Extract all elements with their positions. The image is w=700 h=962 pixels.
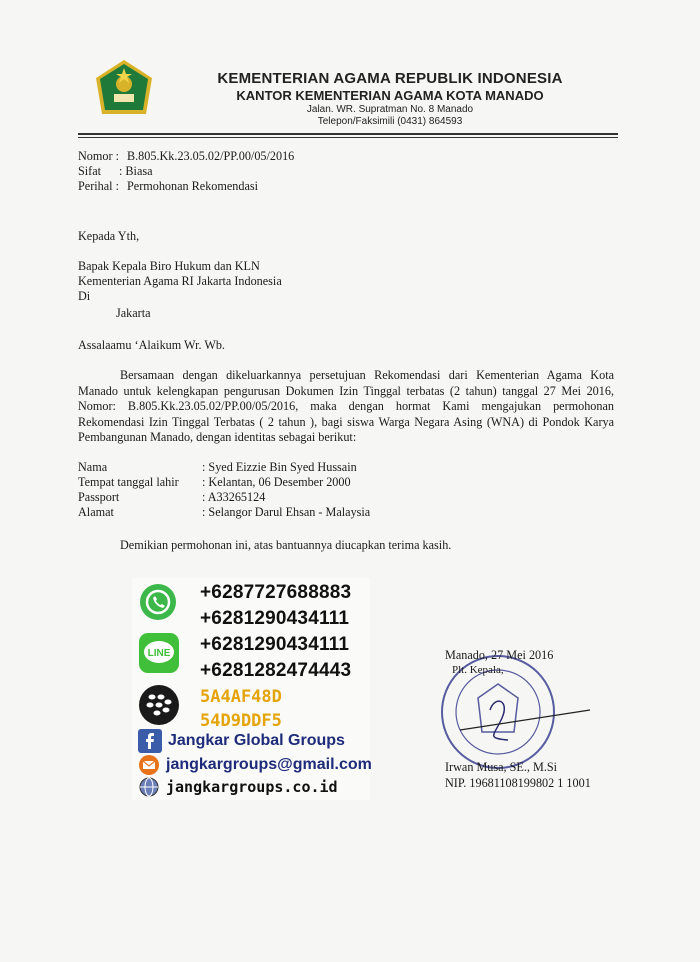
line-number-1[interactable]: +6281290434111 [200,634,350,655]
bbm-pin-row [200,684,282,710]
whatsapp-number-1[interactable]: +6287727688883 [200,582,352,603]
svg-text:LINE: LINE [147,648,171,659]
line-number-2[interactable]: +6281282474443 [200,660,352,681]
identity-label: Alamat [78,505,114,519]
identity-row [78,475,370,490]
ministry-name: KEMENTERIAN AGAMA REPUBLIK INDONESIA [217,70,563,87]
greeting: Assalaamu ‘Alaikum Wr. Wb. [78,338,225,352]
blackberry-icon [138,684,180,726]
bbm-pin-1[interactable]: 5A4AF48D [200,687,282,707]
whatsapp-row [138,580,178,624]
ministry-logo [90,58,158,118]
line-number-row [200,632,349,658]
line-number-row [200,658,351,684]
sifat-value: : Biasa [119,164,153,178]
globe-icon [138,776,160,798]
recipient-line2: Kementerian Agama RI Jakarta Indonesia [78,274,282,288]
whatsapp-number-2[interactable]: +6281290434111 [200,608,350,629]
header-divider-thin [78,137,618,138]
whatsapp-number-row [200,580,351,606]
perihal-value: Permohonan Rekomendasi [127,179,258,193]
website-url[interactable]: jangkargroups.co.id [166,778,338,796]
nomor-label: Nomor : [78,149,119,163]
perihal-label: Perihal : [78,179,119,193]
website-row [138,774,338,800]
facebook-row [138,728,345,754]
office-name: KANTOR KEMENTERIAN AGAMA KOTA MANADO [236,88,544,103]
identity-row [78,490,370,505]
bbm-row [138,682,180,728]
sifat-label: Sifat [78,164,102,178]
office-address: Jalan. WR. Supratman No. 8 Manado [306,104,474,115]
email-address[interactable]: jangkargroups@gmail.com [166,756,372,773]
line-row [138,630,180,676]
nomor-value: B.805.Kk.23.05.02/PP.00/05/2016 [127,149,295,163]
signature-place-date: Manado, 27 Mei 2016 [445,648,554,662]
office-phone: Telepon/Faksimili (0431) 864593 [317,116,463,127]
identity-label: Passport [78,490,120,504]
facebook-icon [138,729,162,753]
identity-row [78,505,370,520]
identity-table [78,460,370,520]
recipient-city: Jakarta [116,306,151,320]
facebook-page-name[interactable]: Jangkar Global Groups [168,732,345,749]
whatsapp-icon [138,582,178,622]
email-icon [138,754,160,776]
identity-label: Tempat tanggal lahir [78,475,179,489]
recipient-line1: Bapak Kepala Biro Hukum dan KLN [78,259,260,273]
line-icon [138,632,180,674]
signatory-nip: NIP. 19681108199802 1 1001 [445,776,591,790]
identity-value: : Kelantan, 06 Desember 2000 [202,475,351,489]
recipient-line3: Di [78,289,91,303]
identity-row [78,460,370,475]
bbm-pin-2[interactable]: 54D9DDF5 [200,711,282,731]
header-divider [78,133,618,135]
signature-title: Plt. Kepala, [452,664,504,676]
identity-value: : A33265124 [202,490,266,504]
identity-value: : Syed Eizzie Bin Syed Hussain [202,460,357,474]
whatsapp-number-row [200,606,349,632]
contact-advert [132,578,370,800]
letterhead [160,70,620,127]
signatory-name: Irwan Musa, SE., M.Si [445,760,558,774]
identity-label: Nama [78,460,108,474]
closing-sentence: Demikian permohonan ini, atas bantuannya diucapkan terima kasih. [120,538,452,552]
identity-value: : Selangor Darul Ehsan - Malaysia [202,505,371,519]
kepada-yth: Kepada Yth, [78,229,140,243]
body-paragraph: Bersamaan dengan dikeluarkannya persetujuan Rekomendasi dari Kementerian Agama Kota Manado untuk kelengkapan pengurusan Dokumen Izin Tinggal terbatas (2 tahun) tanggal 27 Mei 2016, Nomor: B.805.Kk.23.05.02/PP.00/05/2016, maka dengan hormat Kami mengajukan permohonan Rekomendasi Izin Tinggal Terbatas ( 2 tahun ), bagi siswa Warga Negara Asing (WNA) di Pondok Karya Pembangunan Manado, dengan identitas sebagai berikut: [78,368,614,444]
